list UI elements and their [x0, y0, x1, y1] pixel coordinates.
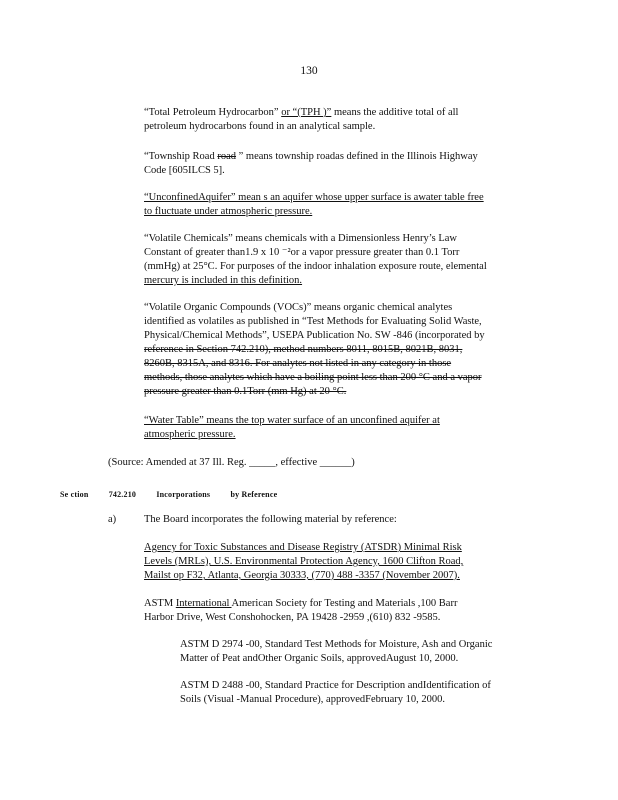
- definition-volatile-chemicals: [144, 232, 536, 288]
- definition-line: [144, 191, 536, 205]
- definition-line: [144, 232, 536, 246]
- text-run: Harbor Drive, West Conshohocken, PA 19428 -2959 ,(610) 832 -9585.: [144, 612, 441, 623]
- inserted-text: or “(TPH )”: [281, 107, 332, 118]
- text-run: ASTM D 2488 -00, Standard Practice for Description andIdentification of: [180, 680, 491, 691]
- item-a-text: The Board incorporates the following material by reference:: [144, 514, 397, 525]
- inserted-text: to fluctuate under atmospheric pressure.: [144, 206, 313, 217]
- definition-line: [144, 428, 536, 442]
- sub-reference-line: [180, 652, 536, 666]
- definition-water-table: [144, 414, 536, 442]
- deleted-text: reference in Section 742.210), method numbers 8011, 8015B, 8021B, 8031,: [144, 344, 463, 355]
- reference-atsdr: [144, 541, 536, 583]
- definition-line: [144, 385, 536, 399]
- definition-line: [144, 164, 536, 178]
- section-heading: [60, 488, 295, 502]
- reference-line: [144, 597, 536, 611]
- section-prefix: Se ction: [60, 490, 89, 499]
- section-title-2: by Reference: [230, 490, 278, 499]
- text-run: “Township Road: [144, 151, 218, 162]
- text-run: American Society for Testing and Materials ,100 Barr: [231, 598, 458, 609]
- inserted-text: Agency for Toxic Substances and Disease Registry (ATSDR) Minimal Risk: [144, 542, 462, 553]
- definition-line: [144, 357, 536, 371]
- definition-line: [144, 301, 536, 315]
- text-run: “Volatile Organic Compounds (VOCs)” means organic chemical analytes: [144, 302, 453, 313]
- text-run: ASTM: [144, 598, 176, 609]
- text-run: “Volatile Chemicals” means chemicals with a Dimensionless Henry’s Law: [144, 233, 457, 244]
- sub-reference-line: [180, 679, 536, 693]
- definition-line: [144, 120, 536, 134]
- definition-unconfined-aquifer: [144, 191, 536, 219]
- text-run: ASTM D 2974 -00, Standard Test Methods for Moisture, Ash and Organic: [180, 639, 493, 650]
- inserted-text: mercury is included in this definition.: [144, 275, 303, 286]
- inserted-text: “Water Table” means the top water surface of an unconfined aquifer at: [144, 415, 440, 426]
- text-run: identified as volatiles as published in “Test Methods for Evaluating Solid Waste,: [144, 316, 482, 327]
- inserted-text: atmospheric pressure.: [144, 429, 236, 440]
- deleted-text: 8260B, 8315A, and 8316. For analytes not listed in any category in those: [144, 358, 452, 369]
- sub-reference-line: [180, 638, 536, 652]
- deleted-text: methods, those analytes which have a boiling point less than 200 °C and a vapor: [144, 372, 482, 383]
- inserted-text: International: [175, 598, 232, 609]
- text-run: Physical/Chemical Methods”, USEPA Publication No. SW -846 (incorporated by: [144, 330, 485, 341]
- definition-line: [144, 150, 536, 164]
- text-run: means the additive total of all: [331, 107, 459, 118]
- definition-township-road: [144, 150, 536, 178]
- reference-line: [144, 611, 536, 625]
- deleted-text: road: [217, 151, 237, 162]
- section-title-1: Incorporations: [156, 490, 211, 499]
- definition-line: [144, 246, 536, 260]
- reference-line: [144, 569, 536, 583]
- definition-line: [144, 414, 536, 428]
- definition-line: [144, 329, 536, 343]
- text-run: Soils (Visual -Manual Procedure), approvedFebruary 10, 2000.: [180, 694, 446, 705]
- source-note: (Source: Amended at 37 Ill. Reg. _____, effective ______): [108, 457, 355, 468]
- reference-astm-d2974: [180, 638, 536, 666]
- reference-line: [144, 541, 536, 555]
- definition-line: [144, 274, 536, 288]
- text-run: petroleum hydrocarbons found in an analytical sample.: [144, 121, 376, 132]
- reference-astm-d2488: [180, 679, 536, 707]
- sub-reference-line: [180, 693, 536, 707]
- text-run: Matter of Peat andOther Organic Soils, approvedAugust 10, 2000.: [180, 653, 459, 664]
- definition-line: [144, 260, 536, 274]
- definition-total-petroleum-hydrocarbon: [144, 106, 536, 134]
- text-run: ” means township roadas defined in the Illinois Highway: [236, 151, 478, 162]
- section-number: 742.210: [108, 490, 137, 499]
- definition-volatile-organic-compounds: [144, 301, 536, 399]
- text-run: (mmHg) at 25°C. For purposes of the indoor inhalation exposure route, elemental: [144, 261, 487, 272]
- definition-line: [144, 205, 536, 219]
- text-run: Code [605ILCS 5].: [144, 165, 225, 176]
- definition-line: [144, 343, 536, 357]
- text-run: “Total Petroleum Hydrocarbon”: [144, 107, 282, 118]
- text-run: Constant of greater than1.9 x 10 ⁻²or a vapor pressure greater than 0.1 Torr: [144, 247, 460, 258]
- definition-line: [144, 371, 536, 385]
- page-number: 130: [300, 65, 318, 77]
- reference-line: [144, 555, 536, 569]
- item-a-label: a): [108, 514, 117, 525]
- inserted-text: Mailst op F32, Atlanta, Georgia 30333, (770) 488 -3357 (November 2007).: [144, 570, 460, 581]
- reference-astm: [144, 597, 536, 625]
- definition-line: [144, 315, 536, 329]
- deleted-text: pressure greater than 0.1Torr (mm Hg) at 20 °C.: [144, 386, 347, 397]
- inserted-text: Levels (MRLs), U.S. Environmental Protection Agency, 1600 Clifton Road,: [144, 556, 464, 567]
- inserted-text: “UnconfinedAquifer” mean s an aquifer whose upper surface is awater table free: [144, 192, 484, 203]
- definition-line: [144, 106, 536, 120]
